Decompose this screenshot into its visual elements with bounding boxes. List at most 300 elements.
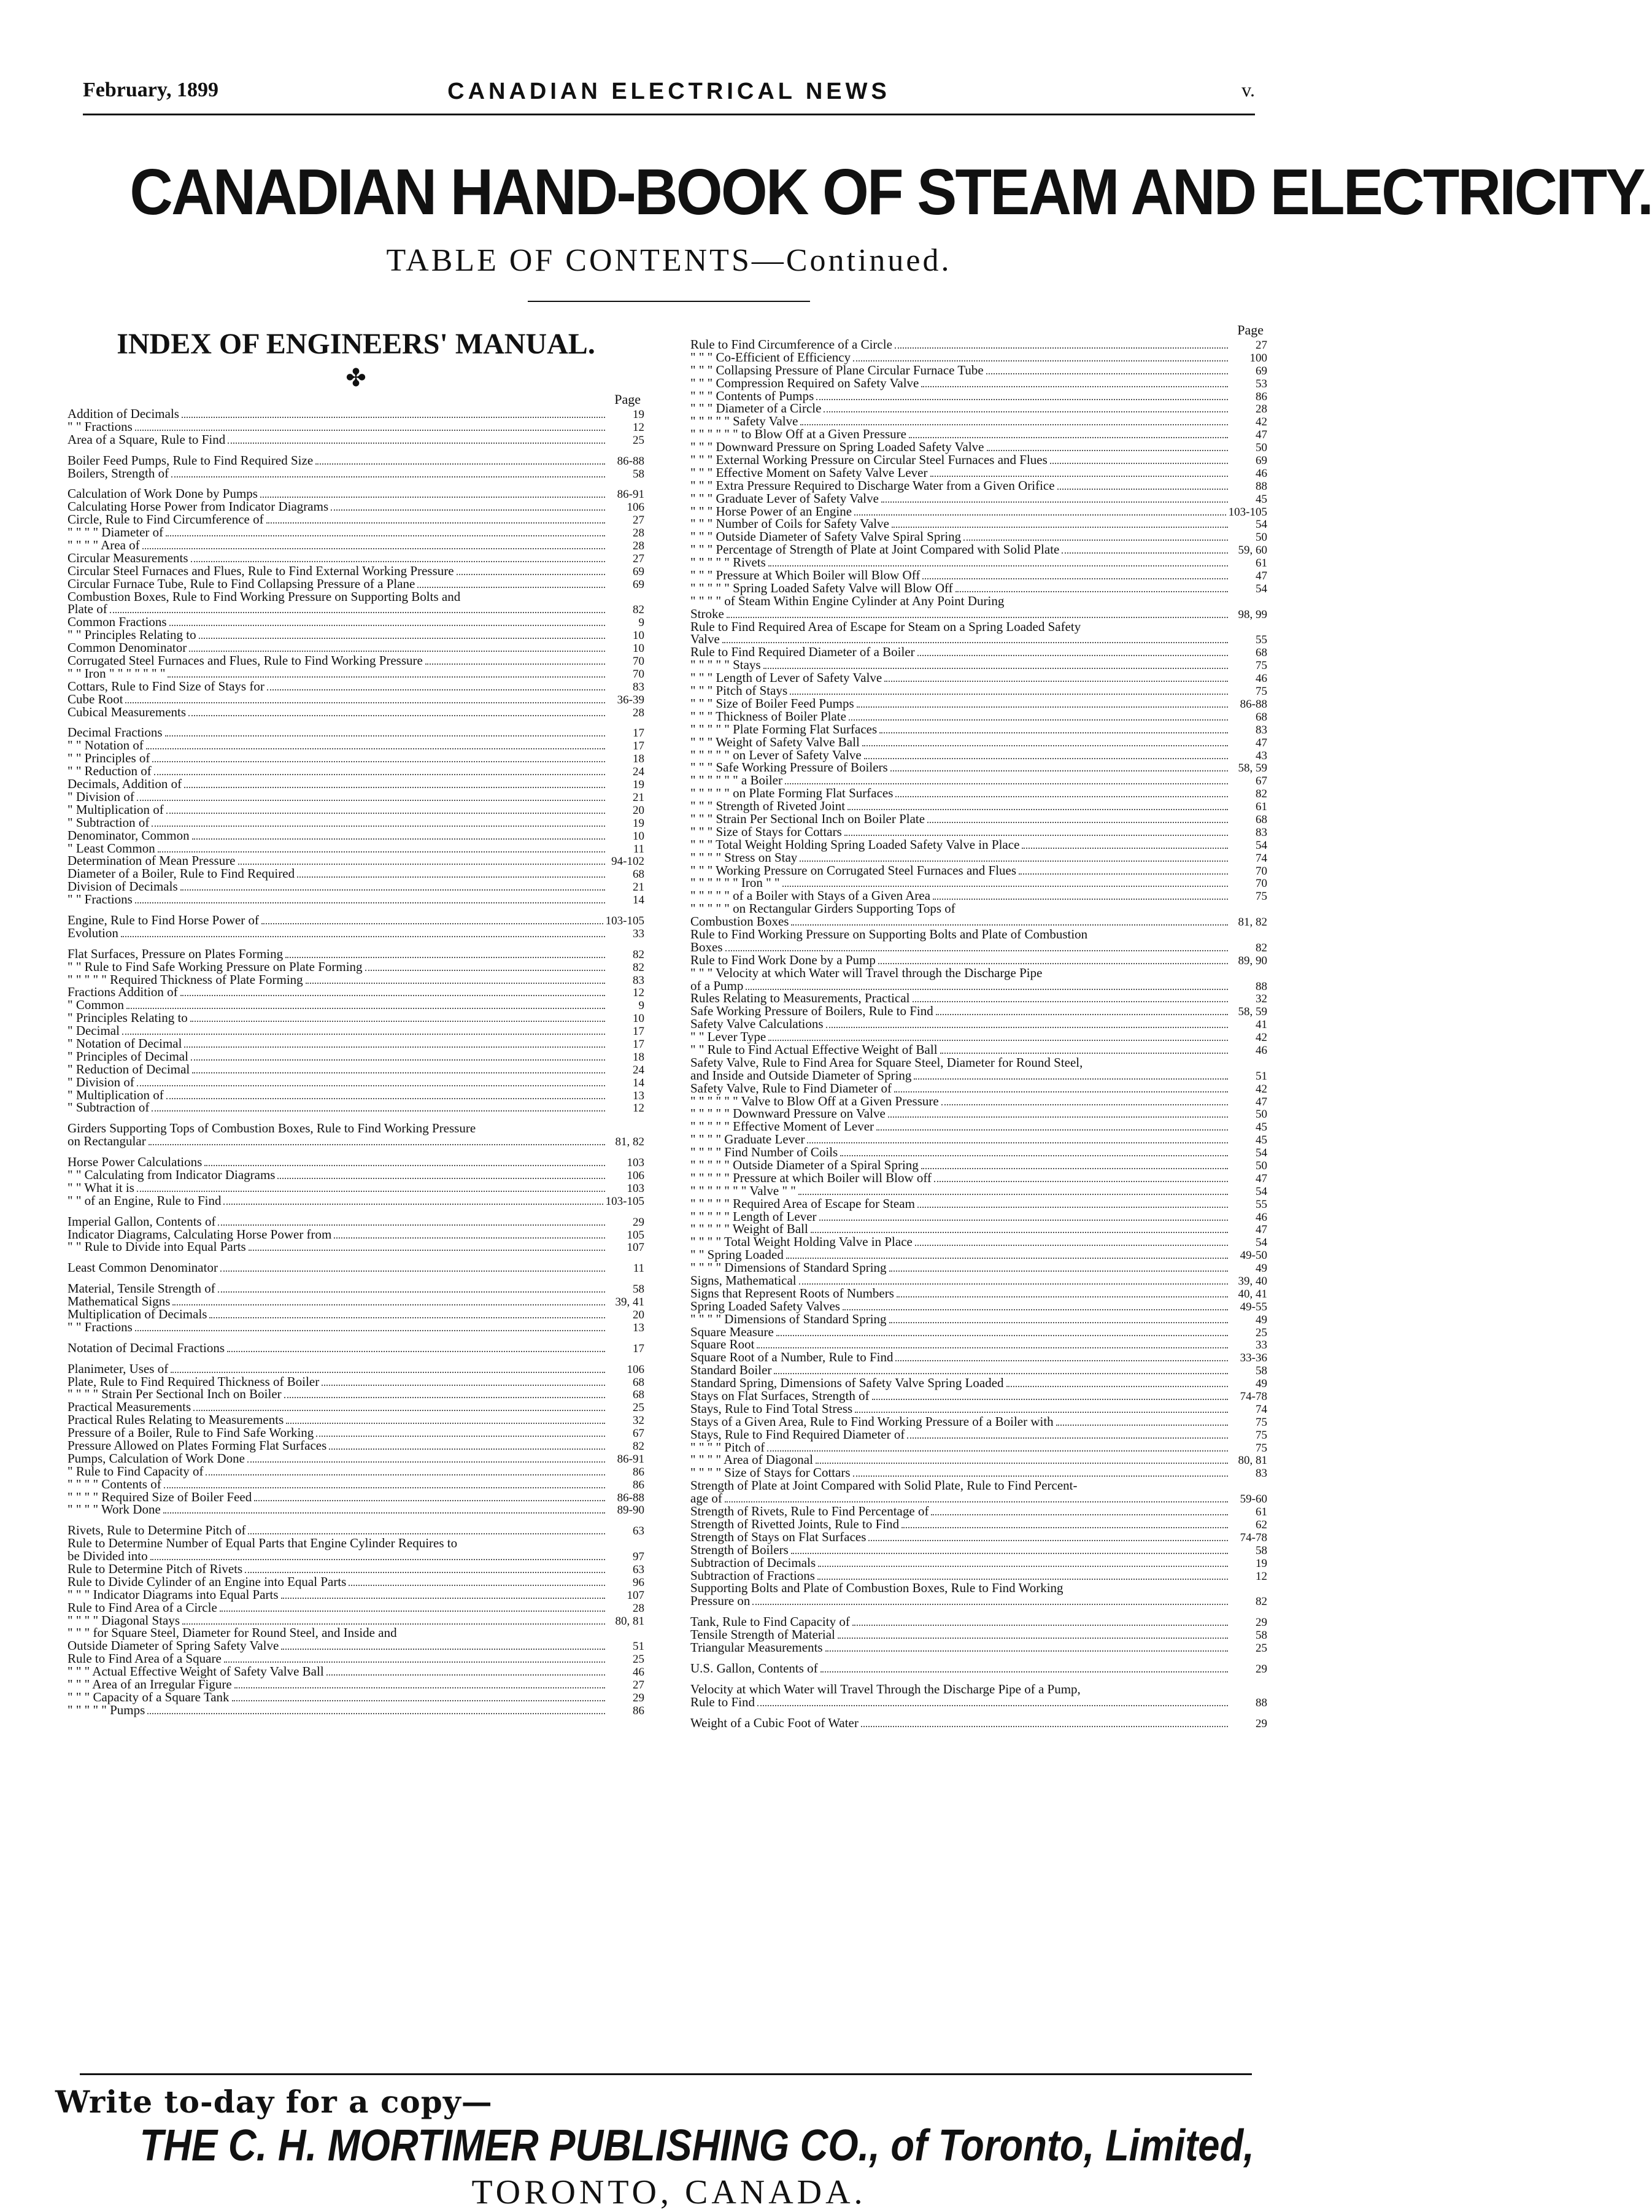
left-entry-list <box>68 408 644 1717</box>
dot-leader <box>861 1726 1228 1727</box>
index-entry <box>690 928 1267 941</box>
entry-page: 42 <box>1256 1082 1267 1096</box>
index-entry <box>68 1076 644 1089</box>
index-entry <box>690 684 1267 697</box>
index-entry <box>690 1146 1267 1159</box>
entry-page: 9 <box>638 999 644 1013</box>
issue-date: February, 1899 <box>83 79 218 101</box>
index-entry <box>690 1641 1267 1654</box>
index-entry <box>690 530 1267 543</box>
index-entry <box>68 1626 644 1639</box>
index-entry <box>690 876 1267 889</box>
entry-page: 42 <box>1256 1031 1267 1045</box>
entry-page: 81, 82 <box>615 1135 644 1149</box>
index-entry <box>690 1717 1267 1730</box>
dot-leader <box>281 1649 605 1650</box>
index-entry <box>690 1197 1267 1210</box>
dot-leader <box>876 1129 1228 1131</box>
entry-page: 68 <box>633 1388 644 1402</box>
index-entry <box>68 893 644 906</box>
index-entry <box>68 1308 644 1321</box>
entry-topic: " Reduction of Decimal <box>68 1061 190 1077</box>
entry-topic: " " " Velocity at which Water will Travel through the Discharge Pipe <box>690 965 1043 980</box>
index-entry <box>68 1181 644 1194</box>
entry-page: 32 <box>1256 992 1267 1006</box>
dot-leader <box>933 899 1228 900</box>
entry-page: 74-78 <box>1240 1390 1267 1404</box>
index-entry <box>68 1122 644 1135</box>
index-entry <box>68 1652 644 1665</box>
index-entry <box>690 1351 1267 1364</box>
dot-leader <box>897 1296 1228 1297</box>
index-entry <box>690 800 1267 813</box>
index-entry <box>68 1678 644 1691</box>
entry-page: 69 <box>1256 364 1267 377</box>
index-entry <box>690 1274 1267 1287</box>
entry-topic: " " " Contents of Pumps <box>690 388 814 403</box>
entry-page: 10 <box>633 829 644 843</box>
dot-leader <box>224 1661 605 1663</box>
index-entry <box>68 1228 644 1241</box>
dot-leader <box>260 497 605 498</box>
index-entry <box>68 500 644 513</box>
dot-leader <box>223 1204 603 1205</box>
entry-topic: " " " " Dimensions of Standard Spring <box>690 1260 887 1275</box>
index-entry <box>690 1082 1267 1095</box>
dot-leader <box>209 1317 605 1318</box>
dot-leader <box>909 437 1228 438</box>
index-entry <box>690 479 1267 492</box>
dot-leader <box>838 1638 1228 1639</box>
right-index-column <box>690 322 1267 2062</box>
dot-leader <box>457 574 605 575</box>
dot-leader <box>220 1270 605 1272</box>
entry-page: 17 <box>633 1342 644 1355</box>
entry-topic: " " " External Working Pressure on Circular Steel Furnaces and Flues <box>690 452 1048 468</box>
index-entry <box>690 582 1267 595</box>
entry-topic: " " " Thickness of Boiler Plate <box>690 708 846 724</box>
entry-topic: " Subtraction of <box>68 814 150 830</box>
entry-topic: Multiplication of Decimals <box>68 1307 207 1321</box>
entry-page: 36-39 <box>617 693 644 706</box>
index-entry <box>68 616 644 628</box>
entry-page: 40, 41 <box>1238 1287 1267 1301</box>
entry-topic: Square Measure <box>690 1324 774 1339</box>
dot-leader <box>189 651 605 652</box>
entry-topic: Cubical Measurements <box>68 704 187 719</box>
dot-leader <box>425 663 605 665</box>
entry-topic: Boiler Feed Pumps, Rule to Find Required Size <box>68 452 314 468</box>
entry-page: 103-105 <box>605 914 644 927</box>
entry-page: 14 <box>633 1076 644 1089</box>
entry-page: 67 <box>1256 775 1267 788</box>
dot-leader <box>122 1034 605 1035</box>
entry-page: 49-55 <box>1240 1300 1267 1313</box>
index-entry <box>68 1452 644 1465</box>
entry-page: 74 <box>1256 1402 1267 1416</box>
entry-page: 103 <box>627 1156 644 1170</box>
entry-page: 82 <box>1256 787 1267 801</box>
index-entry <box>68 1388 644 1401</box>
index-entry <box>68 590 644 603</box>
entry-page: 105 <box>627 1228 644 1242</box>
index-entry <box>690 1505 1267 1518</box>
entry-topic: " " " " Stress on Stay <box>690 849 798 865</box>
index-entry <box>690 736 1267 749</box>
dot-leader <box>137 800 605 801</box>
dot-leader <box>188 715 605 716</box>
index-entry <box>690 1261 1267 1274</box>
dot-leader <box>248 1533 605 1534</box>
entry-topic: Rule to Divide Cylinder of an Engine into Equal Parts <box>68 1574 347 1589</box>
index-entry <box>68 526 644 539</box>
entry-page: 25 <box>1256 1641 1267 1655</box>
entry-page: 28 <box>633 539 644 553</box>
entry-topic: " " " Size of Stays for Cottars <box>690 824 842 839</box>
entry-topic: Diameter of a Boiler, Rule to Find Required <box>68 866 295 881</box>
index-entry <box>68 513 644 526</box>
entry-topic: Practical Measurements <box>68 1399 191 1415</box>
entry-topic: " " " Collapsing Pressure of Plane Circular Furnace Tube <box>690 362 984 377</box>
entry-page: 53 <box>1256 377 1267 390</box>
entry-topic: " " Fractions <box>68 892 133 907</box>
dot-leader <box>166 535 605 536</box>
entry-topic: Tank, Rule to Find Capacity of <box>690 1614 850 1630</box>
entry-topic: " Principles of Decimal <box>68 1048 188 1064</box>
index-entry <box>690 1569 1267 1582</box>
dot-leader <box>868 1540 1228 1541</box>
dot-leader <box>855 1412 1228 1413</box>
entry-topic: be Divided into <box>68 1549 148 1564</box>
entry-page: 106 <box>627 501 644 514</box>
dot-leader <box>791 1553 1228 1554</box>
entry-page: 33 <box>1256 1339 1267 1352</box>
index-entry <box>68 1321 644 1334</box>
entry-page: 45 <box>1256 492 1267 506</box>
index-entry <box>690 646 1267 659</box>
dot-leader <box>913 1001 1229 1002</box>
header-rule <box>83 114 1255 115</box>
entry-page: 14 <box>633 894 644 907</box>
index-entry <box>690 1683 1267 1696</box>
index-entry <box>68 641 644 654</box>
entry-page: 69 <box>633 578 644 591</box>
dot-leader <box>840 1155 1228 1156</box>
entry-topic: Least Common Denominator <box>68 1260 218 1275</box>
index-entry <box>68 1614 644 1627</box>
entry-page: 21 <box>633 791 644 804</box>
index-entry <box>690 1428 1267 1441</box>
index-entry <box>690 1557 1267 1569</box>
entry-page: 54 <box>1256 582 1267 595</box>
index-entry <box>690 1441 1267 1454</box>
entry-page: 46 <box>1256 466 1267 480</box>
dot-leader <box>878 963 1228 964</box>
entry-topic: " " " Area of an Irregular Figure <box>68 1677 232 1692</box>
entry-page: 17 <box>633 727 644 740</box>
entry-topic: Safety Valve, Rule to Find Diameter of <box>690 1080 892 1096</box>
index-entry <box>690 1313 1267 1326</box>
entry-page: 25 <box>1256 1326 1267 1339</box>
entry-topic: Square Root of a Number, Rule to Find <box>690 1350 894 1365</box>
index-entry <box>690 838 1267 851</box>
index-entry <box>68 778 644 791</box>
entry-page: 42 <box>1256 416 1267 429</box>
entry-topic: " " " Diameter of a Circle <box>690 401 822 416</box>
index-entry <box>690 1287 1267 1300</box>
dot-leader <box>786 1258 1228 1259</box>
entry-topic: " " " " " " a Boiler <box>690 773 782 788</box>
index-entry <box>68 739 644 752</box>
page-subtitle: TABLE OF CONTENTS—Continued. <box>386 243 952 278</box>
dot-leader <box>825 1650 1228 1652</box>
index-entry <box>690 1338 1267 1351</box>
index-entry <box>68 986 644 999</box>
entry-topic: " " " " " Required Thickness of Plate Forming <box>68 972 303 987</box>
dot-leader <box>158 851 605 853</box>
index-entry <box>690 851 1267 864</box>
entry-topic: " Least Common <box>68 840 155 856</box>
index-entry <box>68 829 644 842</box>
dot-leader <box>922 578 1228 579</box>
index-entry <box>68 842 644 855</box>
entry-page: 75 <box>1256 1415 1267 1429</box>
entry-topic: Strength of Stays on Flat Surfaces <box>690 1529 867 1544</box>
entry-topic: Evolution <box>68 925 118 940</box>
dot-leader <box>987 450 1229 451</box>
dot-leader <box>184 787 605 788</box>
index-entry <box>690 1390 1267 1402</box>
dot-leader <box>915 1245 1228 1246</box>
dot-leader <box>854 514 1226 516</box>
index-entry <box>690 351 1267 364</box>
index-entry <box>690 1696 1267 1709</box>
entry-page: 25 <box>633 1401 644 1415</box>
entry-page: 63 <box>633 1563 644 1577</box>
dot-leader <box>824 411 1228 412</box>
index-entry <box>68 693 644 706</box>
dot-leader <box>768 1040 1228 1041</box>
index-entry <box>690 1223 1267 1236</box>
index-entry <box>690 1453 1267 1466</box>
dot-leader <box>306 983 605 984</box>
entry-topic: " " " Downward Pressure on Spring Loaded Safety Valve <box>690 439 984 455</box>
entry-topic: Pressure of a Boiler, Rule to Find Safe Working <box>68 1425 314 1441</box>
index-entry <box>690 1248 1267 1261</box>
index-entry <box>690 1615 1267 1628</box>
entry-page: 61 <box>1256 557 1267 570</box>
entry-topic: Circle, Rule to Find Circumference of <box>68 512 264 527</box>
dot-leader <box>722 642 1228 643</box>
entry-page: 12 <box>633 986 644 1000</box>
index-entry <box>68 880 644 893</box>
entry-page: 98, 99 <box>1238 608 1267 621</box>
index-entry <box>68 1375 644 1388</box>
entry-page: 103-105 <box>605 1194 644 1208</box>
entry-topic: Circular Measurements <box>68 550 188 565</box>
entry-topic: " " Lever Type <box>690 1029 766 1045</box>
entry-page: 88 <box>1256 479 1267 493</box>
dot-leader <box>245 1572 605 1573</box>
index-entry <box>68 1037 644 1050</box>
index-entry <box>690 633 1267 646</box>
entry-page: 75 <box>1256 890 1267 903</box>
entry-topic: of a Pump <box>690 978 744 993</box>
dot-leader <box>853 360 1228 362</box>
entry-page: 50 <box>1256 1108 1267 1121</box>
index-entry <box>690 1005 1267 1018</box>
entry-topic: Cube Root <box>68 691 123 706</box>
entry-topic: " " " Pitch of Stays <box>690 683 788 698</box>
entry-page: 58, 59 <box>1238 1005 1267 1019</box>
dot-leader <box>826 1027 1228 1028</box>
entry-topic: " " " " Pitch of <box>690 1439 765 1455</box>
entry-topic: " Common <box>68 997 124 1013</box>
index-entry <box>690 1300 1267 1313</box>
dot-leader <box>171 476 605 478</box>
dot-leader <box>767 1450 1228 1452</box>
entry-topic: Horse Power Calculations <box>68 1154 203 1170</box>
dot-leader <box>927 822 1228 823</box>
entry-page: 25 <box>633 433 644 447</box>
index-entry <box>690 1518 1267 1531</box>
index-entry <box>68 1704 644 1717</box>
dot-leader <box>204 1165 605 1166</box>
entry-page: 96 <box>633 1576 644 1589</box>
dot-leader <box>817 1579 1228 1580</box>
dot-leader <box>247 1461 605 1463</box>
index-entry <box>68 654 644 667</box>
dot-leader <box>220 1611 605 1612</box>
dot-leader <box>816 1463 1228 1464</box>
entry-page: 82 <box>633 1440 644 1453</box>
index-entry <box>68 1024 644 1037</box>
index-entry <box>68 467 644 480</box>
index-entry <box>68 1282 644 1295</box>
dot-leader <box>757 1705 1228 1706</box>
dot-leader <box>782 886 1228 887</box>
dot-leader <box>955 591 1228 592</box>
index-entry <box>690 428 1267 441</box>
index-entry <box>68 1063 644 1076</box>
entry-page: 41 <box>1256 1018 1267 1032</box>
index-entry <box>68 1576 644 1588</box>
dot-leader <box>182 1623 605 1625</box>
index-entry <box>68 1101 644 1114</box>
index-entry <box>690 1031 1267 1043</box>
entry-page: 74 <box>1256 851 1267 865</box>
entry-topic: " " " " " Length of Lever <box>690 1208 817 1224</box>
entry-topic: " " " " Required Size of Boiler Feed <box>68 1489 252 1504</box>
entry-page: 49 <box>1256 1313 1267 1326</box>
index-entry <box>690 569 1267 582</box>
index-entry <box>690 364 1267 377</box>
entry-page: 75 <box>1256 685 1267 698</box>
entry-topic: " " " " " Effective Moment of Lever <box>690 1119 874 1134</box>
entry-page: 11 <box>633 1262 644 1275</box>
dot-leader <box>154 774 605 775</box>
dot-leader <box>286 1423 605 1424</box>
entry-page: 28 <box>633 527 644 540</box>
call-to-action: Write to-day for a copy— <box>55 2084 493 2120</box>
index-entry <box>68 1503 644 1516</box>
entry-topic: Stroke <box>690 606 724 621</box>
footer-rule <box>80 2073 1252 2077</box>
dot-leader <box>165 735 605 737</box>
entry-page: 47 <box>1256 1095 1267 1108</box>
index-entry <box>690 1236 1267 1248</box>
index-entry <box>68 1413 644 1426</box>
entry-page: 28 <box>633 706 644 719</box>
entry-topic: " " Fractions <box>68 1319 133 1334</box>
entry-topic: " " " " " Pumps <box>68 1702 145 1717</box>
entry-topic: " " " Number of Coils for Safety Valve <box>690 516 889 532</box>
dot-leader <box>329 1448 605 1450</box>
entry-topic: " " " " " on Lever of Safety Valve <box>690 747 862 762</box>
dot-leader <box>266 522 605 524</box>
index-entry <box>690 697 1267 710</box>
index-entry <box>68 999 644 1011</box>
dot-leader <box>121 936 605 937</box>
entry-topic: Triangular Measurements <box>690 1639 823 1655</box>
entry-topic: Combustion Boxes, Rule to Find Working Pressure on Supporting Bolts and <box>68 589 461 604</box>
index-entry <box>690 621 1267 633</box>
entry-topic: Spring Loaded Safety Valves <box>690 1298 840 1313</box>
entry-page: 27 <box>633 514 644 527</box>
index-entry <box>68 1639 644 1652</box>
entry-topic: Flat Surfaces, Pressure on Plates Forming <box>68 946 284 961</box>
entry-topic: " " " Outside Diameter of Safety Valve Spiral Spring <box>690 529 962 544</box>
entry-page: 49 <box>1256 1262 1267 1275</box>
entry-page: 88 <box>1256 1696 1267 1709</box>
dot-leader <box>1057 489 1228 490</box>
index-entry <box>68 1135 644 1148</box>
dot-leader <box>349 1585 605 1586</box>
entry-page: 32 <box>633 1414 644 1428</box>
entry-topic: Calculation of Work Done by Pumps <box>68 486 258 501</box>
entry-page: 28 <box>1256 403 1267 416</box>
entry-topic: Safe Working Pressure of Boilers, Rule to Find <box>690 1004 933 1019</box>
entry-page: 58 <box>633 1283 644 1296</box>
index-entry <box>68 765 644 778</box>
index-entry <box>690 1492 1267 1505</box>
entry-topic: " " " Strain Per Sectional Inch on Boiler Plate <box>690 811 925 826</box>
dot-leader <box>326 1674 605 1676</box>
entry-topic: Planimeter, Uses of <box>68 1361 169 1376</box>
dot-leader <box>192 1072 605 1073</box>
entry-topic: Division of Decimals <box>68 879 178 894</box>
dot-leader <box>800 424 1228 425</box>
dot-leader <box>126 1008 605 1009</box>
entry-topic: Rule to Find Area of a Circle <box>68 1599 217 1615</box>
entry-page: 58, 59 <box>1238 762 1267 775</box>
entry-topic: Combustion Boxes <box>690 914 789 929</box>
dot-leader <box>135 1330 605 1331</box>
dot-leader <box>331 509 605 511</box>
index-entry <box>690 954 1267 967</box>
index-entry <box>690 517 1267 530</box>
entry-topic: Supporting Bolts and Plate of Combustion Boxes, Rule to Find Working <box>690 1580 1063 1596</box>
dot-leader <box>152 761 605 762</box>
index-entry <box>68 1524 644 1537</box>
dot-leader <box>184 1046 605 1048</box>
entry-page: 43 <box>1256 749 1267 762</box>
page-title: CANADIAN HAND-BOOK OF STEAM AND ELECTRICITY. <box>129 156 1652 228</box>
entry-topic: " Rule to Find Capacity of <box>68 1463 204 1479</box>
dot-leader <box>862 745 1228 746</box>
index-entry <box>690 967 1267 980</box>
index-entry <box>68 726 644 739</box>
